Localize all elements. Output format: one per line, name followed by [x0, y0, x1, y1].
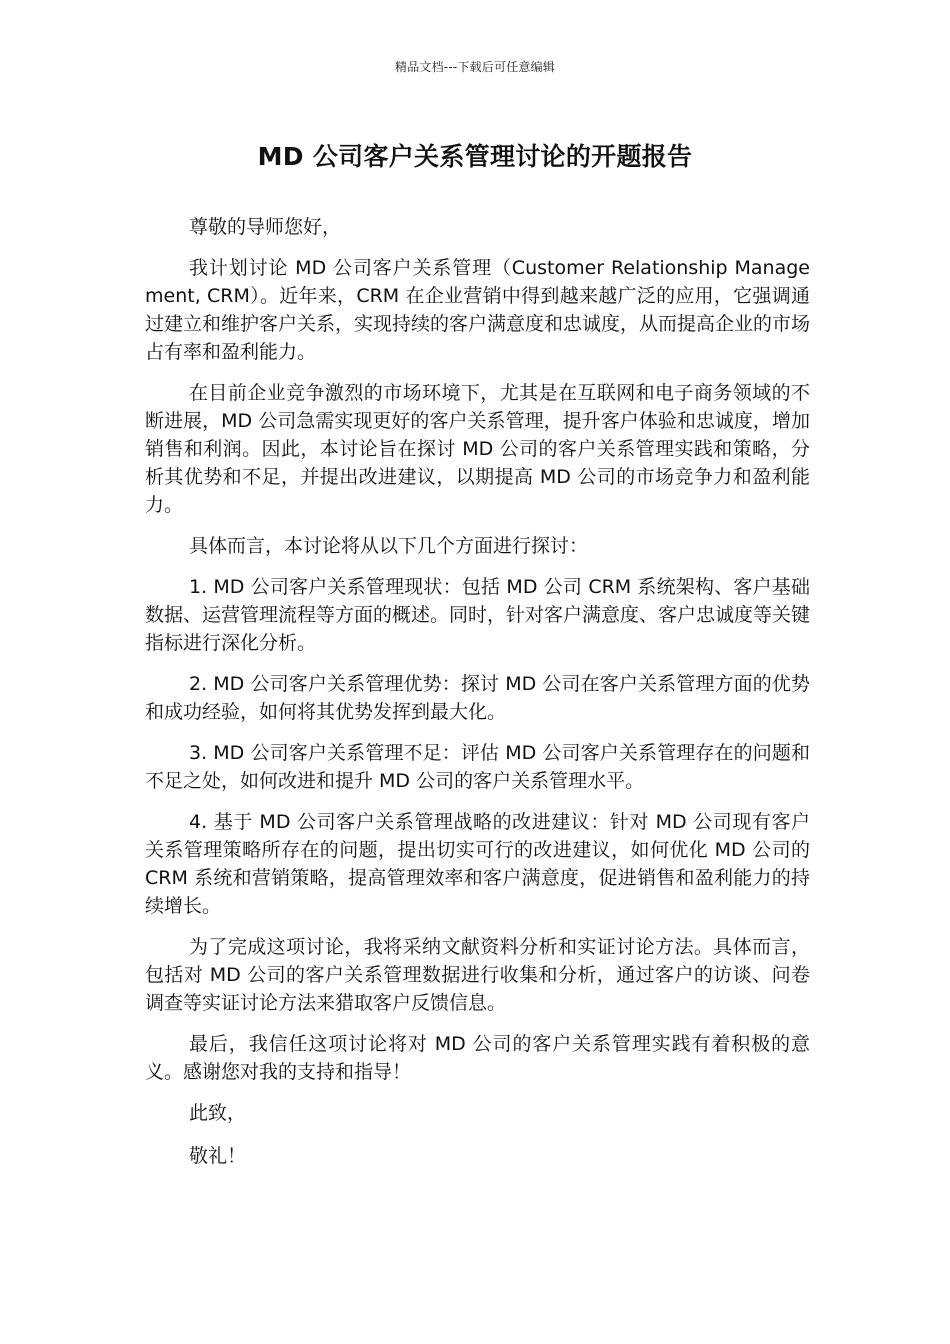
closing-line-1: 此致，: [189, 1102, 247, 1124]
paragraph-conclusion: 最后，我信任这项讨论将对 MD 公司的客户关系管理实践有着积极的意义。感谢您对我的支持和指导！: [145, 1033, 810, 1083]
paragraph-scope: 具体而言，本讨论将从以下几个方面进行探讨：: [189, 535, 589, 557]
document-title: MD 公司客户关系管理讨论的开题报告: [257, 142, 693, 171]
header-note: 精品文档---下载后可任意编辑: [395, 60, 555, 74]
closing-line-2: 敬礼！: [189, 1145, 247, 1167]
list-item-improvements: 4. 基于 MD 公司客户关系管理战略的改进建议：针对 MD 公司现有客户关系管理策略所存在的问题，提出切实可行的改进建议，如何优化 MD 公司的 CRM 系统和营销策略，提高管理效率和客户满意度，促进销售和盈利能力的持续增长。: [145, 811, 810, 917]
paragraph-background: 在目前企业竞争激烈的市场环境下，尤其是在互联网和电子商务领域的不断进展，MD 公司急需实现更好的客户关系管理，提升客户体验和忠诚度，增加销售和利润。因此，本讨论旨在探讨 MD 公司的客户关系管理实践和策略，分析其优势和不足，并提出改进建议，以期提高 MD 公司的市场竞争力和盈利能力。: [145, 382, 810, 516]
paragraph-methodology: 为了完成这项讨论，我将采纳文献资料分析和实证讨论方法。具体而言，包括对 MD 公司的客户关系管理数据进行收集和分析，通过客户的访谈、问卷调查等实证讨论方法来猎取客户反馈信息。: [145, 936, 810, 1014]
list-item-current-status: 1. MD 公司客户关系管理现状：包括 MD 公司 CRM 系统架构、客户基础数据、运营管理流程等方面的概述。同时，针对客户满意度、客户忠诚度等关键指标进行深化分析。: [145, 576, 811, 654]
paragraph-introduction: 我计划讨论 MD 公司客户关系管理（Customer Relationship Management, CRM）。近年来，CRM 在企业营销中得到越来越广泛的应用，它强调通过建立和维护客户关系，实现持续的客户满意度和忠诚度，从而提高企业的市场占有率和盈利能力。: [145, 257, 811, 363]
document-body: [145, 213, 810, 1185]
list-item-strengths: 2. MD 公司客户关系管理优势：探讨 MD 公司在客户关系管理方面的优势和成功经验，如何将其优势发挥到最大化。: [145, 673, 810, 723]
list-item-weaknesses: 3. MD 公司客户关系管理不足：评估 MD 公司客户关系管理存在的问题和不足之处，如何改进和提升 MD 公司的客户关系管理水平。: [145, 742, 810, 792]
salutation: 尊敬的导师您好，: [189, 216, 342, 238]
